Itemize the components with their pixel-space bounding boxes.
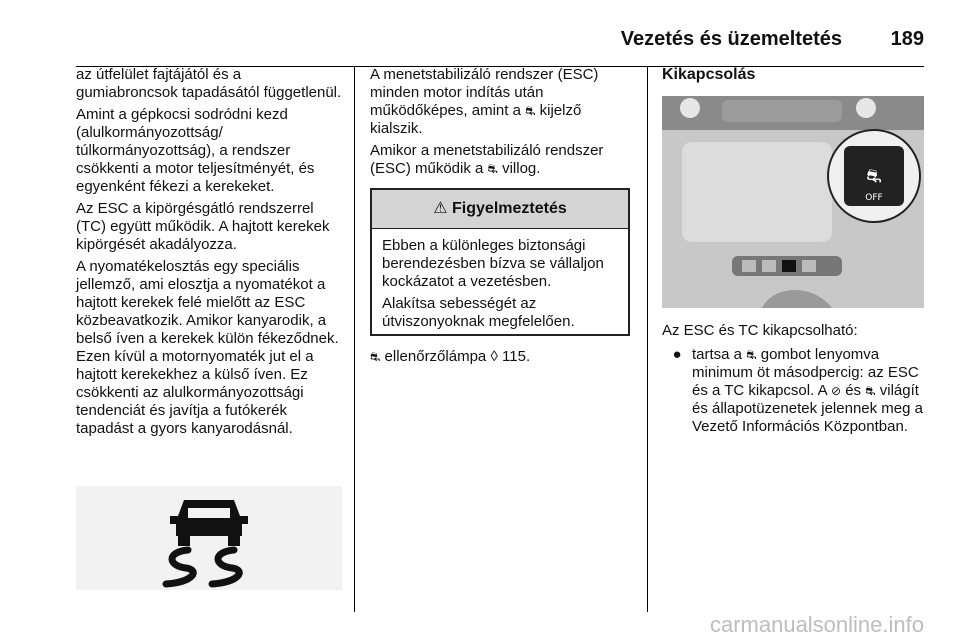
page-title: Vezetés és üzemeltetés [620,28,842,50]
tc-indicator-icon: ⛐ [865,384,876,398]
list-item-text: tartsa a ⛐ gombot lenyomva minimum öt másodpercig: az ESC és a TC kikapcsol. A ⊘ és ⛐ világít és állapotüzenetek jelennek meg a Vezető Információs Központban. [692,346,923,435]
intro-text: Az ESC és TC kikapcsolható: [662,322,858,339]
console-illustration [662,96,924,308]
column-divider-right [647,66,648,612]
reference-line: ⛐ ellenőrzőlámpa ◊ 115. [370,348,531,365]
paragraph: az útfelület fajtájától és a gumiabroncsok tapadásától függetlenül. [76,66,342,101]
page-reference-icon: ◊ [490,348,498,365]
column-right [662,66,924,92]
svg-text:OFF: OFF [865,193,883,203]
page-reference-link[interactable]: 115. [502,348,531,365]
warning-title: Figyelmeztetés [452,200,567,217]
center-console-photo [662,96,924,308]
warning-triangle-icon: ⚠ [433,200,448,217]
warning-header [372,190,628,229]
bullet-icon: ● [672,346,682,363]
warning-text: Alakítsa sebességét az útviszonyoknak megfelelően. [382,295,575,330]
section-title: Kikapcsolás [662,66,756,83]
esc-indicator-icon: ⛐ [487,162,498,176]
esc-car-skid-icon [76,486,342,590]
paragraph: Amint a gépkocsi sodródni kezd (alulkormányozottság/ túlkormányozottság), a rendszer csökkenti a motor teljesítményét, és egyenként fékezi a kerekeket. [76,106,315,195]
esc-indicator-icon: ⛐ [746,348,757,362]
warning-body [372,229,628,343]
column-left [76,66,344,442]
svg-text:⛐: ⛐ [866,166,882,187]
paragraph: Az ESC a kipörgésgátló rendszerrel (TC) együtt működik. A hajtott kerekek kipörgését akadályozza. [76,200,330,253]
list-item [662,346,924,436]
page-header [0,18,960,58]
column-middle [370,66,634,182]
esc-off-icon: ⊘ [830,384,842,398]
paragraph: A nyomatékelosztás egy speciális jellemző, ami elosztja a nyomatékot a hajtott kerekek felé mielőtt az ESC közbeavatkozik. Amikor kanyarodik, a belső íven a kerekek külön fékeződnek. Ezen kívül a motornyomaték jut el a hajtott kerekekhez a külső íven. Ez csökkenti az alulkormányozottsági tendenciát és javítja a futókerék tapadást a gyors kanyarodásnál. [76,258,339,437]
paragraph: A menetstabilizáló rendszer (ESC) minden motor indítás után működőképes, amint a ⛐ kijelző kialszik. [370,66,599,137]
esc-indicator-icon: ⛐ [370,350,381,364]
watermark: carmanualsonline.info [709,612,924,637]
warning-box [370,188,630,336]
page-number: 189 [890,28,924,50]
esc-symbol-illustration [76,486,342,590]
column-divider-left [354,66,355,612]
esc-indicator-icon: ⛐ [525,104,536,118]
paragraph: Amikor a menetstabilizáló rendszer (ESC) működik a ⛐ villog. [370,142,604,177]
warning-text: Ebben a különleges biztonsági berendezésben bízva se vállaljon kockázatot a vezetésben. [382,237,604,290]
deactivation-text [662,322,924,436]
